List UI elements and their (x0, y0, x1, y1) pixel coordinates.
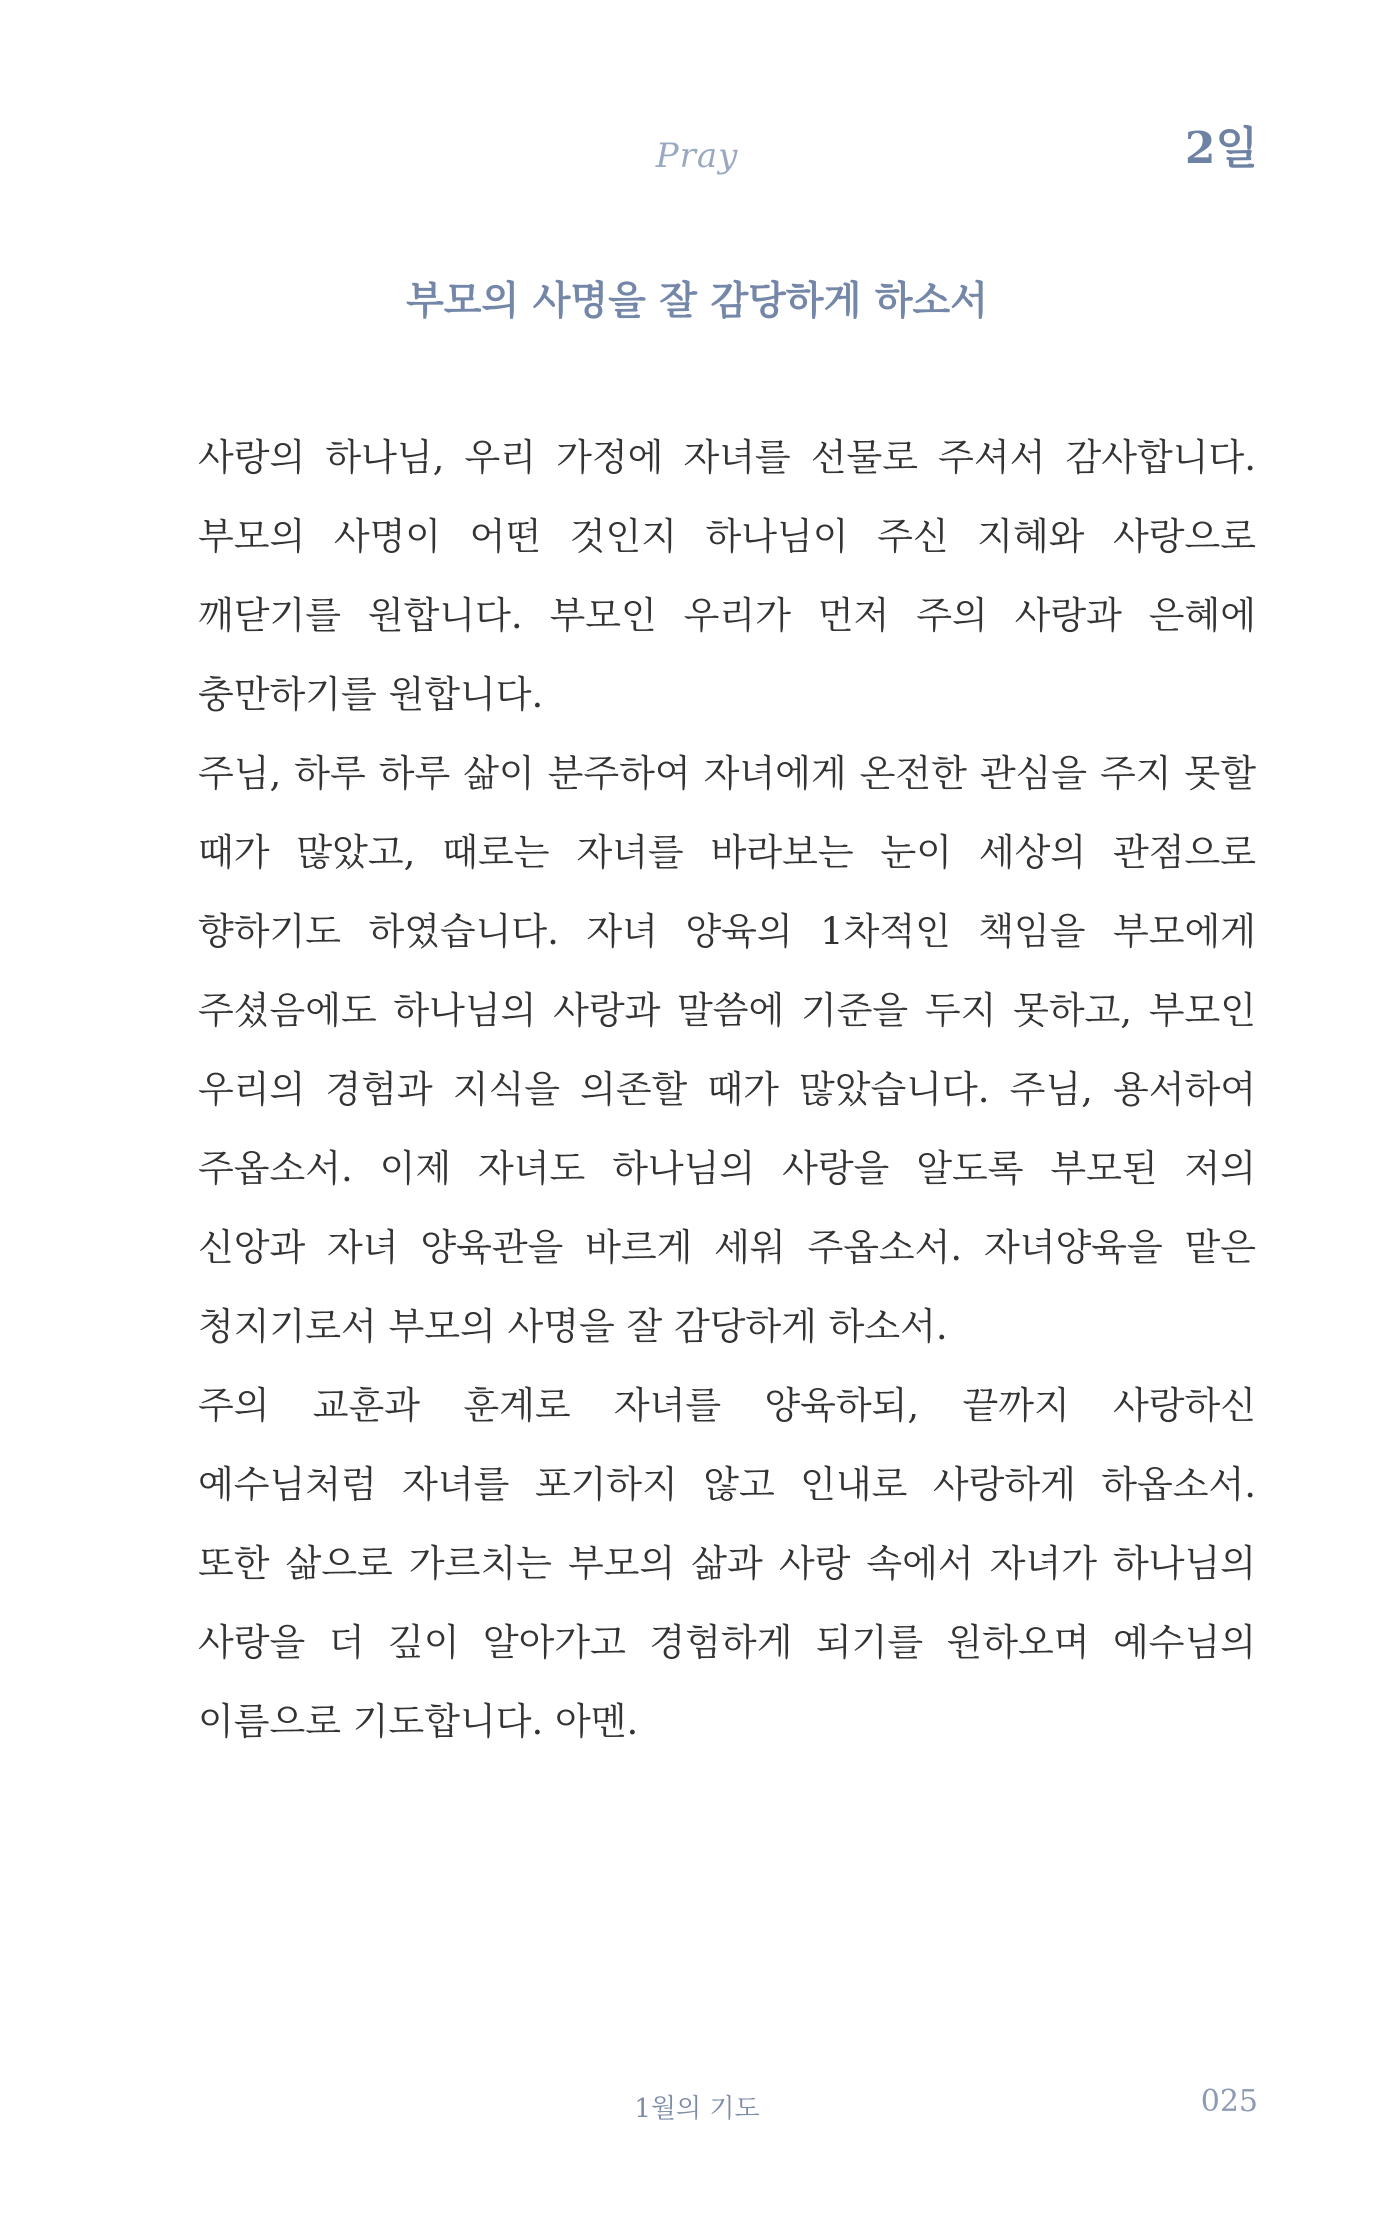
footer-book-title: 1월의 기도 (634, 2094, 760, 2124)
paragraph: 사랑의 하나님, 우리 가정에 자녀를 선물로 주셔서 감사합니다. 부모의 사명이 어떤 것인지 하나님이 주신 지혜와 사랑으로 깨닫기를 원합니다. 부모인 우리가 먼저 주의 사랑과 은혜에 충만하기를 원합니다. (198, 436, 1256, 716)
paragraph: 주님, 하루 하루 삶이 분주하여 자녀에게 온전한 관심을 주지 못할 때가 많았고, 때로는 자녀를 바라보는 눈이 세상의 관점으로 향하기도 하였습니다. 자녀 양육의 1차적인 책임을 부모에게 주셨음에도 하나님의 사랑과 말씀에 기준을 두지 못하고, 부모인 우리의 경험과 지식을 의존할 때가 많았습니다. 주님, 용서하여 주옵소서. 이제 자녀도 하나님의 사랑을 알도록 부모된 저의 신앙과 자녀 양육관을 바르게 세워 주옵소서. 자녀양육을 맡은 청지기로서 부모의 사명을 잘 감당하게 하소서. (198, 752, 1256, 1348)
prayer-body (198, 418, 1256, 1761)
day-label: 2일 (1184, 123, 1258, 174)
pray-label: Pray (655, 136, 739, 176)
page-title: 부모의 사명을 잘 감당하게 하소서 (406, 278, 988, 324)
paragraph: 주의 교훈과 훈계로 자녀를 양육하되, 끝까지 사랑하신 예수님처럼 자녀를 포기하지 않고 인내로 사랑하게 하옵소서. 또한 삶으로 가르치는 부모의 삶과 사랑 속에서 자녀가 하나님의 사랑을 더 깊이 알아가고 경험하게 되기를 원하오며 예수님의 이름으로 기도합니다. 아멘. (198, 1384, 1256, 1743)
page-number: 025 (1200, 2084, 1258, 2119)
